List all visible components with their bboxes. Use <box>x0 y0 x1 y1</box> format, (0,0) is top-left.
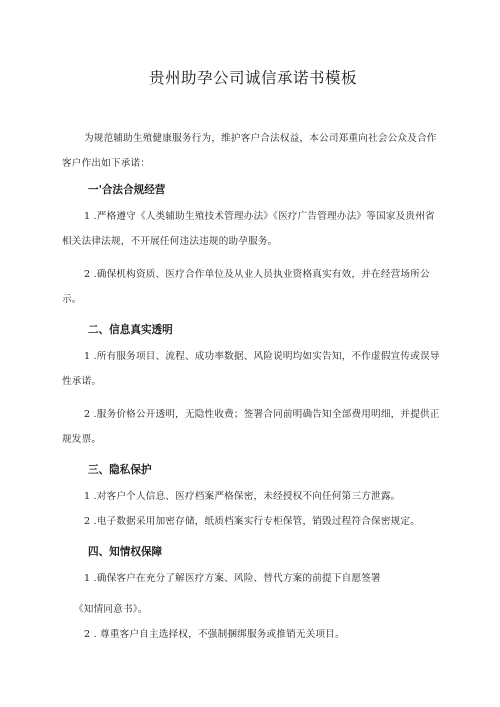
list-item: 1 .严格遵守《人类辅助生殖技术管理办法》《医疗广告管理办法》等国家及贵州省相关法律法规，不开展任何违法违规的助孕服务。 <box>62 211 435 247</box>
list-item-continuation: 《知情同意书》。 <box>74 604 148 615</box>
document-title: 贵州助孕公司诚信承诺书模板 <box>148 69 357 87</box>
list-item: 1 .确保客户在充分了解医疗方案、风险、替代方案的前提下自愿签署 <box>84 573 381 584</box>
intro-paragraph: 为规范辅助生殖健康服务行为，维护客户合法权益，本公司郑重向社会公众及合作客户作出如下承诺： <box>62 133 437 169</box>
list-item: 1 .所有服务项目、流程、成功率数据、风险说明均如实告知，不作虚假宣传或误导性承诺。 <box>62 351 440 387</box>
list-item: 2 .确保机构资质、医疗合作单位及从业人员执业资格真实有效，并在经营场所公示。 <box>62 269 430 305</box>
list-item: 2 .服务价格公开透明，无隐性收费；签署合同前明确告知全部费用明细，并提供正规发票。 <box>62 409 440 445</box>
list-item: 1 .对客户个人信息、医疗档案严格保密，未经授权不向任何第三方泄露。 <box>84 491 401 502</box>
section-heading-information-transparency: 二、信息真实透明 <box>88 324 173 336</box>
list-item: 2 . 尊重客户自主选择权，不强制捆绑服务或推销无关项目。 <box>84 629 345 640</box>
list-item: 2 .电子数据采用加密存储，纸质档案实行专柜保管，销毁过程符合保密规定。 <box>84 516 420 527</box>
section-heading-right-to-know: 四、知情权保障 <box>88 546 163 558</box>
section-heading-privacy-protection: 三、隐私保护 <box>88 464 152 476</box>
section-heading-legal-compliance: 一'合法合规经营 <box>88 184 166 196</box>
